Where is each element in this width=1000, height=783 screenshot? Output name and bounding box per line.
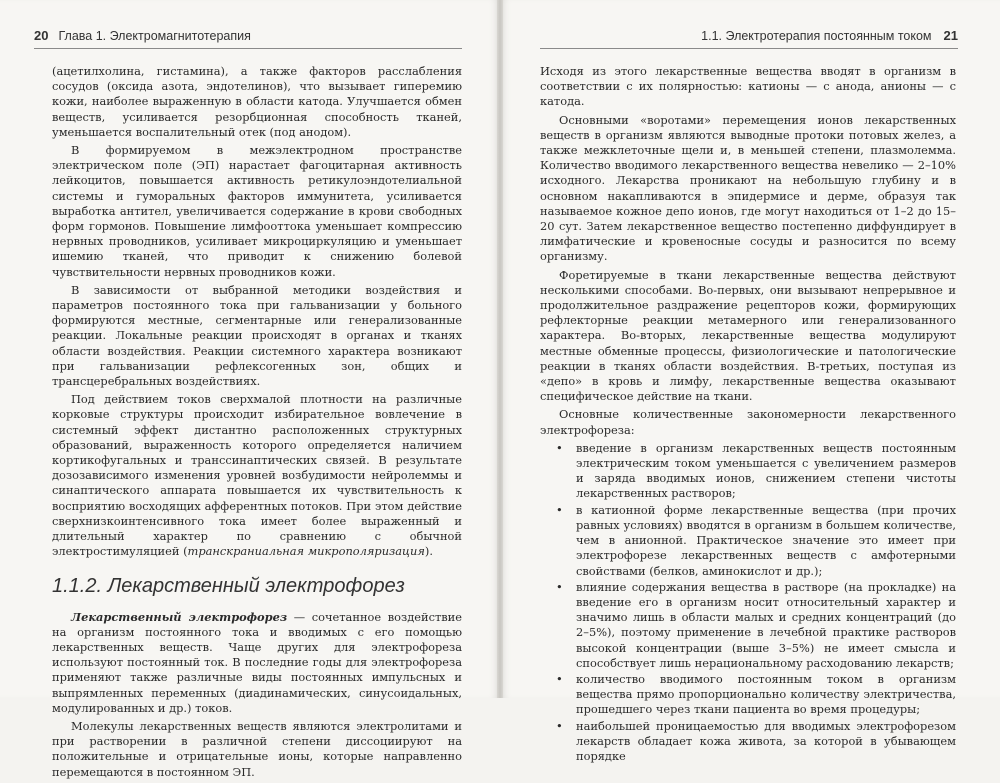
- list-item: [556, 671, 956, 718]
- left-header-rule: [34, 48, 462, 49]
- bullet-marker: •: [556, 440, 563, 455]
- italic-term: транскраниальная микрополяризация: [187, 544, 425, 559]
- right-text-column: [540, 64, 956, 765]
- definition-text: — сочетанное воздействие на организм постоянного тока и вводимых с его помощью лекарственных веществ. Чаще других для электрофореза используют постоянный ток. В последние годы для электрофореза применяют также различные виды постоянных импульсных и выпрямленных переменных (диадинамических, синусоидальных, модулированных и др.) токов.: [52, 609, 462, 715]
- paragraph-text: Под действием токов сверхмалой плотности на различные корковые структуры происходит избирательное вовлечение в системный эффект дистантно расположенных структурных образований, выраженность которого определяется наличием кортикофугальных и транссинаптических связей. В результате дозозависимого изменения уровней возбудимости нейролеммы и синаптического аппарата повышается их чувствительность к восприятию восходящих афферентных потоков. При этом действие сверхнизкоинтенсивного тока имеет более выраженный и длительный характер по сравнению с обычной электростимуляцией: [52, 392, 462, 559]
- left-page-number: 20: [34, 28, 49, 43]
- paragraph: Исходя из этого лекарственные вещества вводят в организм в соответствии с их полярностью: катионы — с анода, анионы — с катода.: [540, 64, 956, 109]
- list-item: [556, 502, 956, 579]
- list-item-text: в катионной форме лекарственные вещества (при прочих равных условиях) вводятся в организм в большем количестве, чем в анионной. Практическое значение это имеет при электрофорезе лекарственных веществ с амфотерными свойствами (белков, аминокислот и др.);: [576, 502, 956, 578]
- bullet-list: [540, 441, 956, 764]
- bullet-marker: •: [556, 718, 563, 733]
- paragraph: Основными «воротами» перемещения ионов лекарственных веществ в организм являются выводные протоки потовых желез, а также межклеточные щели и, в меньшей степени, плазмолемма. Количество вводимого лекарственного вещества невелико — 2–10% исходного. Лекарства проникают на небольшую глубину и в основном накапливаются в эпидермисе и дерме, образуя так называемое кожное депо ионов, где могут находиться от 1–2 до 15–20 сут. Затем лекарственное вещество постепенно диффундирует в лимфатические и кровеносные сосуды и разносится по всему организму.: [540, 112, 956, 264]
- left-text-column: [52, 64, 462, 783]
- list-item-text: введение в организм лекарственных веществ постоянным электрическим током уменьшается с увеличением размеров и заряда вводимых ионов, снижением степени чистоты лекарственных растворов;: [576, 440, 956, 501]
- book-spine: [497, 0, 503, 698]
- paragraph: В формируемом в межэлектродном пространстве электрическом поле (ЭП) нарастает фагоцитарная активность лейкоцитов, повышается активность ретикулоэндотелиальной системы и гуморальных факторов иммунитета, усиливается выработка антител, увеличивается содержание в крови свободных форм гормонов. Повышение лимфооттока уменьшает компрессию нервных проводников, усиливает микроциркуляцию и уменьшает ишемию тканей, что приводит к снижению болевой чувствительности нервных проводников кожи.: [52, 143, 462, 279]
- paragraph: Форетируемые в ткани лекарственные вещества действуют несколькими способами. Во-первых, они вызывают непрерывное и продолжительное раздражение рецепторов кожи, формирующих рефлекторные реакции метамерного или генерализованного характера. Во-вторых, лекарственные вещества модулируют местные обменные процессы, физиологические и патологические реакции в тканях области воздействия. В-третьих, поступая из «депо» в кровь и лимфу, лекарственные вещества оказывают специфическое действие на ткани.: [540, 267, 956, 404]
- list-item-text: количество вводимого постоянным током в организм вещества прямо пропорционально количеству электричества, прошедшего через ткани пациента во время процедуры;: [576, 671, 956, 717]
- right-running-head: [701, 28, 958, 43]
- left-running-title: Глава 1. Электромагнитотерапия: [58, 29, 251, 43]
- right-page-number: 21: [943, 28, 958, 43]
- right-running-title: 1.1. Электротерапия постоянным током: [701, 29, 932, 43]
- paren-close: ).: [424, 544, 433, 559]
- bullet-marker: •: [556, 579, 563, 594]
- left-page: [0, 0, 500, 779]
- paragraph: Молекулы лекарственных веществ являются электролитами и при растворении в различной степени диссоциируют на положительные и отрицательные ионы, которые направленно перемещаются в постоянном ЭП.: [52, 718, 462, 779]
- section-heading: 1.1.2. Лекарственный электрофорез: [52, 574, 405, 597]
- bullet-marker: •: [556, 671, 563, 686]
- definition-paragraph: [52, 610, 462, 716]
- paragraph: В зависимости от выбранной методики воздействия и параметров постоянного тока при гальванизации у больного формируются местные, сегментарные или генерализованные реакции. Локальные реакции происходят в органах и тканях области воздействия. Реакции системного характера возникают при гальванизации рефлексогенных зон, общих и трансцеребральных воздействиях.: [52, 282, 462, 389]
- list-item: [556, 440, 956, 502]
- list-item: [556, 718, 956, 765]
- paren-open: (: [183, 544, 188, 559]
- right-header-rule: [540, 48, 958, 49]
- left-running-head: [34, 28, 251, 43]
- paragraph: (ацетилхолина, гистамина), а также факторов расслабления сосудов (оксида азота, эндотелинов), что вызывает гиперемию кожи, наиболее выраженную в области катода. Улучшается обмен веществ, усиливается резорбционная способность тканей, уменьшается воспалительный отек (под анодом).: [52, 64, 462, 139]
- definition-term: Лекарственный электрофорез: [71, 609, 288, 624]
- list-item-text: влияние содержания вещества в растворе (на прокладке) на введение его в организм носит относительный характер и значимо лишь в области малых и средних концентраций (до 2–5%), поэтому применение в лечебной практике растворов высокой концентрации (выше 3–5%) не имеет смысла и способствует лишь нерациональному расходованию лекарств;: [576, 579, 956, 670]
- list-item: [556, 579, 956, 671]
- paragraph: Основные количественные закономерности лекарственного электрофореза:: [540, 407, 956, 437]
- list-item-text: наибольшей проницаемостью для вводимых электрофорезом лекарств обладает кожа живота, за которой в убывающем порядке: [576, 718, 956, 763]
- paragraph: [52, 392, 462, 559]
- bullet-marker: •: [556, 502, 563, 517]
